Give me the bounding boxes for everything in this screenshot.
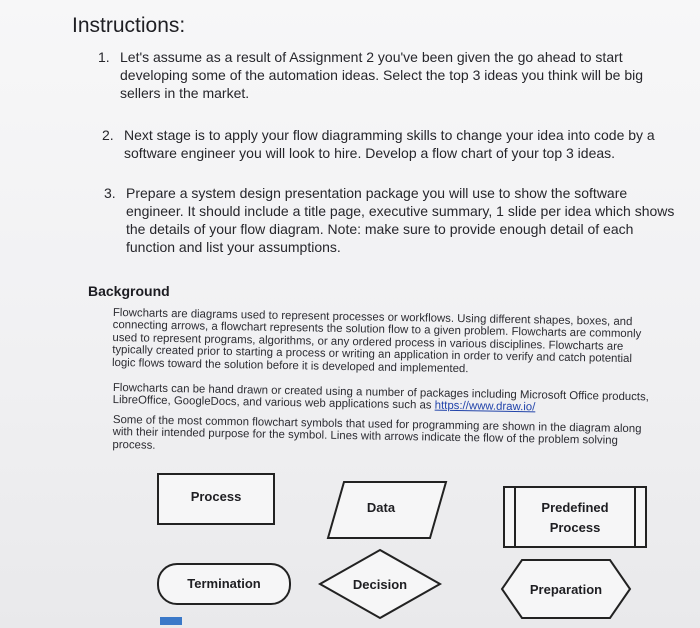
predefined-label-line1: Predefined [541, 500, 609, 515]
background-paragraph-2 [113, 382, 658, 416]
process-symbol [157, 473, 275, 525]
instruction-number: 1. [98, 49, 110, 65]
termination-symbol [157, 563, 291, 605]
instruction-item-3 [104, 184, 682, 256]
background-paragraph-1: Flowcharts are diagrams used to represent processes or workflows. Using different shapes, boxes, and connecting arrows, a flowchart represents the solution flow to a given problem. Flowcharts are commonly used to represent programs, algorithms, or any ordered process in various disciplines. Flowcharts are typically created prior to starting a process or writing an application in order to verify and catch potential logic flows toward the solution before it is developed and implemented. [111, 307, 642, 375]
instruction-text: Next stage is to apply your flow diagramming skills to change your idea into code by a software engineer you will look to hire. Develop a flow chart of your top 3 ideas. [124, 127, 655, 161]
predefined-label [505, 498, 645, 538]
paragraph-text: Flowcharts can be hand drawn or created using a number of packages including Microsoft Office products, LibreOffice, GoogleDocs, and various web applications such as [112, 382, 649, 412]
cropped-blue-element [160, 617, 182, 625]
data-label: Data [366, 500, 396, 515]
instruction-number: 3. [104, 185, 116, 201]
instruction-text: Prepare a system design presentation package you will use to show the software engineer. It should include a title page, executive summary, 1 slide per idea which shows the details of your flow diagram. Note: make sure to provide enough detail of each function and list your assumptions. [126, 185, 675, 255]
process-label: Process [190, 489, 242, 504]
instruction-item-1 [98, 48, 670, 102]
predefined-label-line2: Process [549, 520, 601, 535]
decision-label: Decision [352, 577, 408, 592]
background-paragraph-3: Some of the most common flowchart symbols that used for programming are shown in the diagram along with their intended purpose for the symbol. Lines with arrows indicate the flow of the problem solving process. [112, 414, 642, 452]
predefined-process-symbol [503, 486, 647, 548]
instructions-title: Instructions: [72, 14, 186, 37]
termination-label: Termination [187, 576, 261, 591]
instruction-item-2 [102, 126, 674, 162]
drawio-link[interactable]: https://www.draw.io/ [434, 400, 536, 414]
background-heading: Background [88, 283, 170, 299]
instruction-text: Let's assume as a result of Assignment 2 you've been given the go ahead to start developing some of the automation ideas. Select the top 3 ideas you think will be big sellers in the market. [120, 49, 643, 101]
instruction-number: 2. [102, 127, 114, 143]
preparation-label: Preparation [529, 582, 603, 597]
